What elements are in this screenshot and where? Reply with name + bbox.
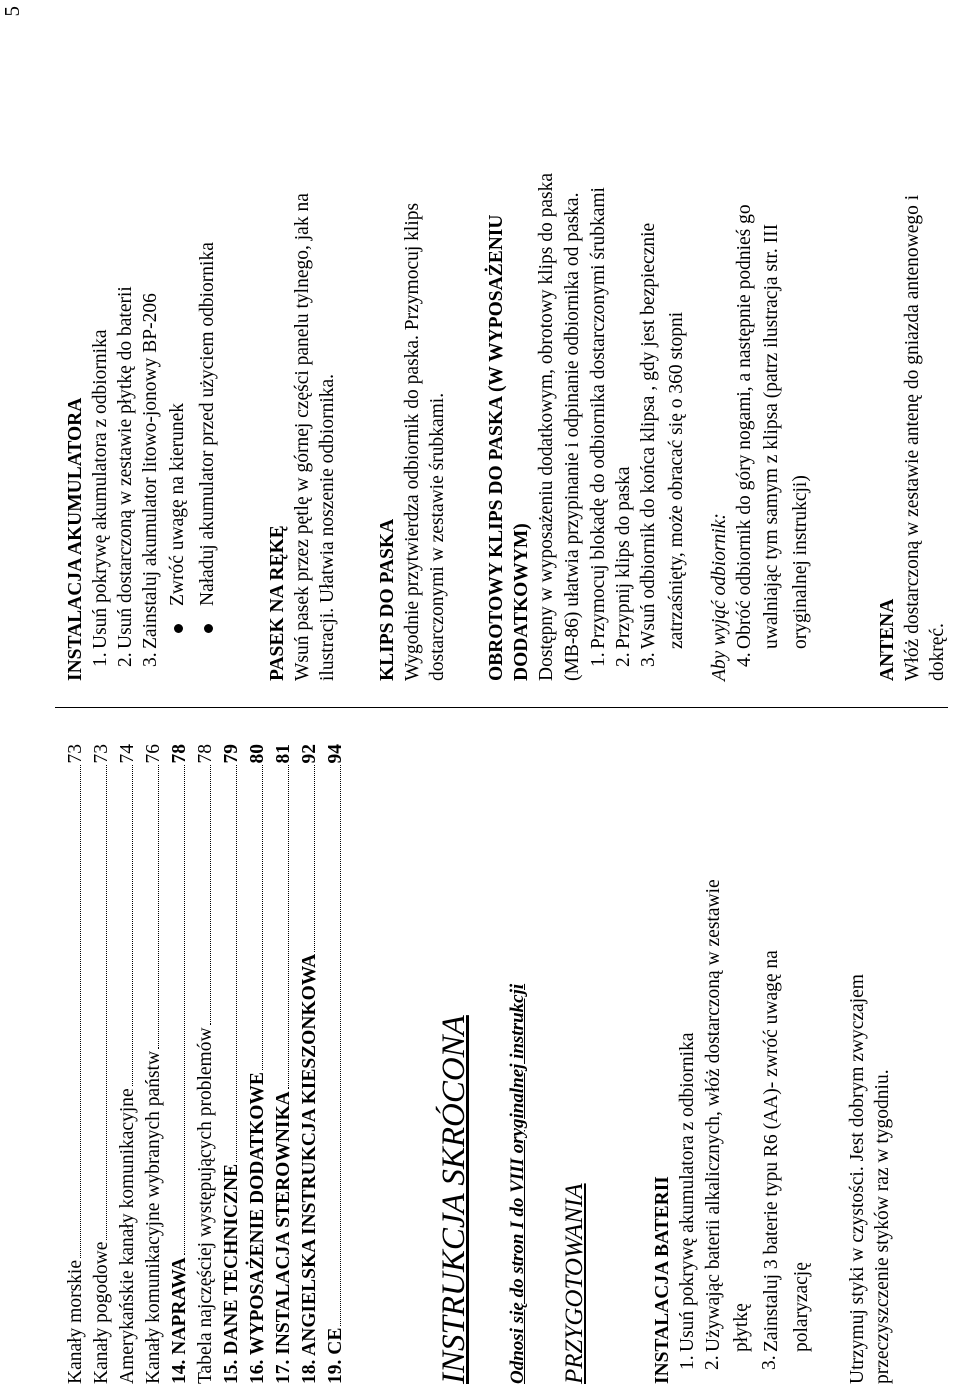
toc-leader — [340, 766, 341, 1326]
list-text: Zainstaluj akumulator litowo-jonowy BP-206 — [140, 293, 161, 649]
list-number: 2. — [613, 652, 634, 667]
toc-leader — [288, 766, 289, 1090]
toc-leader — [184, 766, 185, 1256]
toc-row[interactable] — [297, 744, 323, 1384]
accumulator-section — [63, 242, 223, 681]
toc-row[interactable] — [193, 744, 219, 1384]
antenna-section — [875, 195, 950, 681]
bullet-item — [193, 242, 223, 681]
toc-leader — [314, 766, 315, 952]
hand-strap-section — [265, 193, 340, 681]
toc-leader — [236, 766, 237, 1162]
toc-label: 18. ANGIELSKA INSTRUKCJA KIESZONKOWA — [299, 953, 320, 1384]
toc-row[interactable] — [271, 744, 297, 1384]
list-number: 2. — [702, 1355, 723, 1370]
list-text: Zainstaluj 3 baterie typu R6 (AA)- zwróć uwagę na — [761, 950, 782, 1352]
list-number: 2. — [115, 652, 136, 667]
bullet-icon — [174, 624, 183, 633]
bullet-item — [163, 242, 193, 681]
paragraph-line: Wsuń pasek przez pętlę w górnej części panelu tylnego, jak na — [292, 193, 313, 681]
accumulator-heading: INSTALACJA AKUMULATORA — [65, 397, 86, 681]
paragraph-line: ilustracji. Ułatwia noszenie odbiornika. — [317, 373, 338, 681]
toc-leader — [106, 766, 107, 1240]
quick-guide-title: INSTRUKCJA SKRÓCONA — [436, 1015, 472, 1384]
list-text: Wsuń odbiornik do końca klipsa , gdy jest bezpiecznie — [638, 222, 659, 649]
list-number: 3. — [759, 1355, 780, 1370]
list-number: 3. — [140, 652, 161, 667]
list-item — [636, 173, 693, 681]
toc-label: Kanały morskie — [65, 1259, 86, 1384]
toc-label: 19. CE — [325, 1327, 346, 1384]
toc-label: Tabela najczęściej występujących problemów — [195, 1027, 216, 1384]
list-item — [675, 724, 700, 1384]
toc-row[interactable] — [245, 744, 271, 1384]
quick-guide-reference: Odnosi się do stron I do VIII oryginalnej instrukcji — [507, 983, 528, 1384]
toc-page: 73 — [91, 744, 112, 764]
toc-row[interactable] — [63, 744, 89, 1384]
battery-install-heading: INSTALACJA BATERII — [652, 1176, 673, 1384]
toc-label: 16. WYPOSAŻENIE DODATKOWE — [247, 1072, 268, 1384]
list-text: polaryzację — [791, 1262, 812, 1352]
toc-page: 76 — [143, 744, 164, 764]
toc-page: 74 — [117, 744, 138, 764]
table-of-contents — [63, 744, 349, 1384]
list-number: 1. — [588, 652, 609, 667]
list-text: Usuń dostarczoną w zestawie płytkę do baterii — [115, 286, 136, 649]
belt-clip-heading: KLIPS DO PASKA — [377, 518, 398, 681]
toc-page: 73 — [65, 744, 86, 764]
spacer — [693, 173, 707, 681]
battery-note: Utrzymuj styki w czystości. Jest dobrym zwyczajem — [847, 974, 868, 1384]
list-number: 4. — [734, 652, 755, 667]
toc-row[interactable] — [323, 744, 349, 1384]
paragraph-line: (MB-86) ułatwia przypinanie i odpinanie odbiornika od paska. — [562, 192, 583, 681]
toc-row[interactable] — [167, 744, 193, 1384]
list-text: oryginalnej instrukcji) — [790, 475, 811, 649]
toc-label: Amerykańskie kanały komunikacyjne — [117, 1088, 138, 1384]
list-item — [586, 173, 611, 681]
toc-row[interactable] — [141, 744, 167, 1384]
toc-page: 78 — [169, 744, 190, 764]
toc-page: 81 — [273, 744, 294, 764]
list-text: Przypnij klips do paska — [613, 466, 634, 649]
hand-strap-heading: PASEK NA RĘKĘ — [267, 525, 288, 681]
toc-leader — [132, 766, 133, 1087]
toc-label: 17. INSTALACJA STEROWNIKA — [273, 1091, 294, 1384]
list-number: 1. — [90, 652, 111, 667]
list-text: płytkę — [731, 1303, 752, 1352]
list-item — [757, 724, 817, 1384]
battery-install-section — [650, 724, 895, 1384]
spacer — [817, 724, 845, 1384]
battery-note: przeczyszczenie styków raz w tygodniu. — [872, 1069, 893, 1384]
remove-label: Aby wyjąć odbiornik: — [709, 513, 730, 681]
list-text: zatrzaśnięty, może obracać się o 360 stopni — [666, 311, 687, 649]
list-number: 3. — [638, 652, 659, 667]
toc-leader — [210, 766, 211, 1026]
paragraph-line: dokręć. — [927, 623, 948, 681]
toc-page: 80 — [247, 744, 268, 764]
page-number: 5 — [0, 6, 24, 17]
paragraph-line: Dostępny w wyposażeniu dodatkowym, obrotowy klips do paska — [536, 172, 557, 681]
toc-label: 14. NAPRAWA — [169, 1257, 190, 1384]
preparation-heading: PRZYGOTOWANIA — [561, 1183, 588, 1384]
toc-page: 94 — [325, 744, 346, 764]
list-text: Przymocuj blokadę do odbiornika dostarczonymi śrubkami — [588, 187, 609, 649]
list-number: 1. — [677, 1355, 698, 1370]
belt-clip-section — [375, 203, 450, 681]
toc-label: Kanały komunikacyjne wybranych państw — [143, 1050, 164, 1384]
toc-label: 15. DANE TECHNICZNE — [221, 1163, 242, 1384]
bullet-icon — [204, 624, 213, 633]
paragraph-line: Włóż dostarczoną w zestawie antenę do gniazda antenowego i — [902, 194, 923, 681]
list-text: Usuń pokrywę akumulatora z odbiornika — [677, 1032, 698, 1352]
list-text: Obróć odbiornik do góry nogami, a następnie podnieś go — [734, 204, 755, 649]
list-text: uwalniając tym samym z klipsa (patrz ilustracja str. III — [761, 223, 782, 649]
toc-row[interactable] — [115, 744, 141, 1384]
bullet-text: Zwróć uwagę na kierunek — [167, 402, 188, 606]
toc-page: 79 — [221, 744, 242, 764]
list-text: Używając baterii alkalicznych, włóż dostarczoną w zestawie — [703, 879, 724, 1352]
column-divider — [55, 707, 948, 708]
toc-page: 92 — [299, 744, 320, 764]
list-item — [732, 173, 814, 681]
list-item — [700, 724, 757, 1384]
toc-leader — [262, 766, 263, 1071]
antenna-heading: ANTENA — [877, 598, 898, 681]
list-item — [611, 173, 636, 681]
list-text: Usuń pokrywę akumulatora z odbiornika — [90, 329, 111, 649]
toc-page: 78 — [195, 744, 216, 764]
bullet-text: Naładuj akumulator przed użyciem odbiornika — [197, 242, 218, 606]
paragraph-line: Wygodnie przytwierdza odbiornik do paska. Przymocuj klips — [402, 202, 423, 681]
paragraph-line: dostarczonymi w zestawie śrubkami. — [427, 392, 448, 681]
list-item — [138, 242, 163, 681]
list-item — [88, 242, 113, 681]
toc-label: Kanały pogodowe — [91, 1241, 112, 1384]
rotary-clip-heading: OBROTOWY KLIPS DO PASKA (W WYPOSAŻENIU — [486, 214, 507, 681]
toc-row[interactable] — [219, 744, 245, 1384]
list-item — [113, 242, 138, 681]
toc-row[interactable] — [89, 744, 115, 1384]
toc-leader — [80, 766, 81, 1258]
rotary-clip-heading: DODATKOWYM) — [511, 523, 532, 681]
rotary-clip-section — [484, 173, 814, 681]
toc-leader — [158, 766, 159, 1049]
